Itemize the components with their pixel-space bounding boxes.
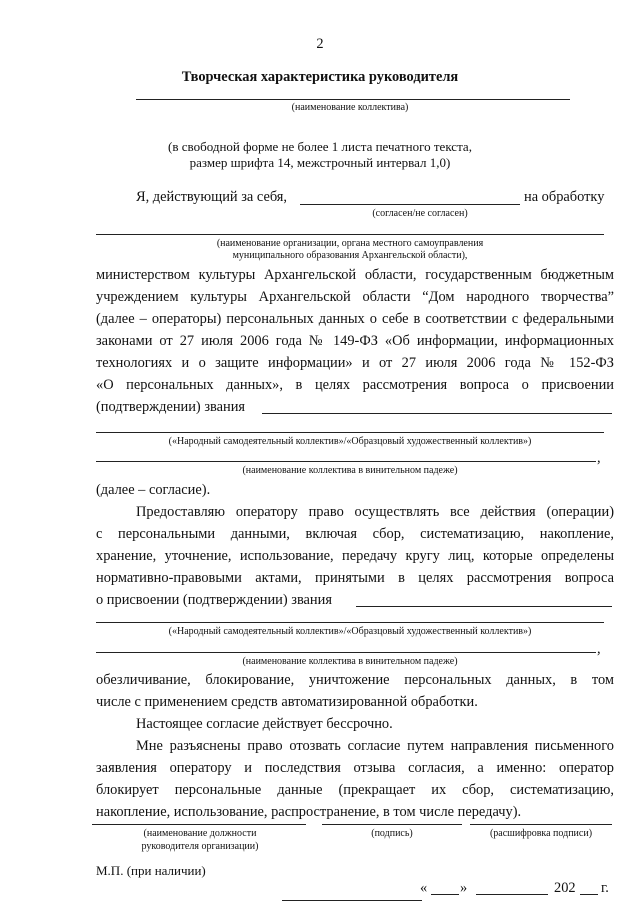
para5-line: заявления оператору и последствия отзыва согласия, а именно: оператор bbox=[96, 760, 614, 776]
agree-caption: (согласен/не согласен) bbox=[372, 208, 468, 219]
para1-line: министерством культуры Архангельской области, государственным бюджетным bbox=[96, 267, 614, 283]
para2-line: хранение, уточнение, использование, передачу кругу лиц, которые определены bbox=[96, 548, 614, 564]
organization-caption-2: муниципального образования Архангельской области), bbox=[232, 250, 468, 261]
title-type-line[interactable] bbox=[96, 432, 604, 433]
para5-line: Мне разъяснены право отозвать согласие путем направления письменного bbox=[136, 738, 614, 754]
para5-line: накопление, использование, распространение, в том числе передачу). bbox=[96, 804, 522, 820]
signature-line[interactable] bbox=[322, 824, 462, 825]
vinit-caption-2: (наименование коллектива в винительном падеже) bbox=[242, 656, 458, 667]
dalee-text: (далее – согласие). bbox=[96, 482, 211, 498]
signature-caption: (подпись) bbox=[371, 828, 413, 839]
collective-vinit-line-2[interactable] bbox=[96, 652, 596, 653]
zvaniya-prefix: (подтверждении) звания bbox=[96, 399, 246, 415]
decode-line[interactable] bbox=[470, 824, 612, 825]
para1-line: технологиях и о защите информации» и от 27 июля 2006 года № 152-ФЗ bbox=[96, 355, 614, 371]
title-types-caption-2: («Народный самодеятельный коллектив»/«Образцовый художественный коллектив») bbox=[168, 626, 532, 637]
date-close-quote: » bbox=[460, 880, 468, 896]
organization-line[interactable] bbox=[96, 234, 604, 235]
para4: Настоящее согласие действует бессрочно. bbox=[136, 716, 393, 732]
position-line[interactable] bbox=[92, 824, 306, 825]
comma-2: , bbox=[597, 641, 601, 657]
organization-caption-1: (наименование организации, органа местного самоуправления bbox=[216, 238, 484, 249]
instruction-line-2: размер шрифта 14, межстрочный интервал 1,0) bbox=[189, 155, 451, 170]
para3-line: числе с применением средств автоматизированной обработки. bbox=[96, 694, 478, 710]
consent-field-line[interactable] bbox=[300, 204, 520, 205]
para2-line: нормативно-правовыми актами, принятыми в целях рассмотрения вопроса bbox=[96, 570, 614, 586]
decode-caption: (расшифровка подписи) bbox=[489, 828, 593, 839]
collective-name-caption: (наименование коллектива) bbox=[291, 102, 409, 113]
zvaniya-prefix-2: о присвоении (подтверждении) звания bbox=[96, 592, 332, 608]
date-month-line[interactable] bbox=[476, 894, 548, 895]
page-number: 2 bbox=[316, 36, 324, 52]
para1-line: «О персональных данных», в целях рассмотрения вопроса о присвоении bbox=[96, 377, 614, 393]
date-year-suffix: г. bbox=[601, 880, 609, 896]
title-field-line[interactable] bbox=[262, 413, 612, 414]
date-open-quote: « bbox=[420, 880, 428, 896]
para5-line: блокирует персональные данные (прекращает их сбор, систематизацию, bbox=[96, 782, 614, 798]
footer-divider bbox=[282, 900, 422, 901]
instruction-line-1: (в свободной форме не более 1 листа печатного текста, bbox=[168, 139, 472, 154]
para2-line: Предоставляю оператору право осуществлять все действия (операции) bbox=[136, 504, 614, 520]
consent-tail: на обработку bbox=[524, 189, 605, 205]
comma: , bbox=[597, 450, 601, 466]
date-day-line[interactable] bbox=[431, 894, 459, 895]
stamp-label: М.П. (при наличии) bbox=[96, 863, 206, 878]
position-caption-1: (наименование должности bbox=[143, 828, 257, 839]
para1-line: (далее – операторы) персональных данных о себе в соответствии с федеральными bbox=[96, 311, 614, 327]
date-year-line[interactable] bbox=[580, 894, 598, 895]
title-field-line-2[interactable] bbox=[356, 606, 612, 607]
consent-intro: Я, действующий за себя, bbox=[136, 189, 288, 205]
vinit-caption: (наименование коллектива в винительном падеже) bbox=[242, 465, 458, 476]
position-caption-2: руководителя организации) bbox=[141, 841, 259, 852]
para1-line: законами от 27 июля 2006 года № 149-ФЗ «Об информации, информационных bbox=[96, 333, 614, 349]
para2-line: с персональными данными, включая сбор, систематизацию, накопление, bbox=[96, 526, 614, 542]
para3-line: обезличивание, блокирование, уничтожение персональных данных, в том bbox=[96, 672, 614, 688]
title-type-line-2[interactable] bbox=[96, 622, 604, 623]
collective-name-line bbox=[136, 99, 570, 100]
page-title: Творческая характеристика руководителя bbox=[181, 69, 459, 85]
para1-line: учреждением культуры Архангельской области “Дом народного творчества” bbox=[96, 289, 614, 305]
title-types-caption: («Народный самодеятельный коллектив»/«Образцовый художественный коллектив») bbox=[168, 436, 532, 447]
date-year-prefix: 202 bbox=[554, 880, 576, 896]
collective-vinit-line[interactable] bbox=[96, 461, 596, 462]
